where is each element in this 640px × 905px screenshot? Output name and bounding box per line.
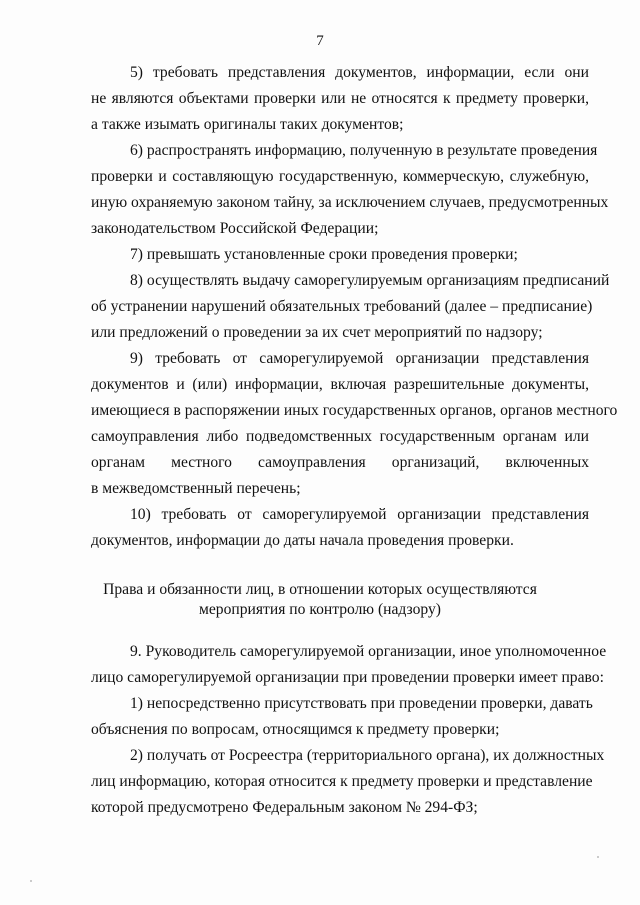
paragraph-line: не являются объектами проверки или не относятся к предмету проверки,	[91, 90, 589, 107]
paragraph-line: иную охраняемую законом тайну, за исключением случаев, предусмотренных	[91, 194, 609, 211]
paragraph-line: законодательством Российской Федерации;	[91, 220, 379, 237]
paragraph-line: 7) превышать установленные сроки проведения проверки;	[130, 246, 518, 263]
paragraph-line: 6) распространять информацию, полученную в результате проведения	[130, 142, 598, 159]
paragraph-line: проверки и составляющую государственную, коммерческую, служебную,	[91, 168, 589, 185]
paragraph-line: 10) требовать от саморегулируемой организации представления	[130, 506, 589, 523]
paragraph-line: лицо саморегулируемой организации при проведении проверки имеет право:	[91, 669, 604, 686]
paragraph-line: в межведомственный перечень;	[91, 480, 301, 497]
scan-artifact	[30, 880, 32, 882]
paragraph-line: 8) осуществлять выдачу саморегулируемым организациям предписаний	[130, 272, 610, 289]
paragraph-line: документов, информации до даты начала проведения проверки.	[91, 532, 514, 549]
paragraph-line: 9. Руководитель саморегулируемой организации, иное уполномоченное	[130, 643, 607, 660]
paragraph-line: документов и (или) информации, включая разрешительные документы,	[91, 376, 589, 393]
paragraph-line: самоуправления либо подведомственных государственным органам или	[91, 428, 589, 445]
paragraph-line: объяснения по вопросам, относящимся к предмету проверки;	[91, 721, 500, 738]
paragraph-line: или предложений о проведении за их счет мероприятий по надзору;	[91, 324, 543, 341]
section-heading-line: мероприятия по контролю (надзору)	[199, 601, 441, 618]
paragraph-line: 1) непосредственно присутствовать при проведении проверки, давать	[130, 695, 593, 712]
paragraph-line: 9) требовать от саморегулируемой организации представления	[130, 350, 589, 367]
page-number: 7	[316, 33, 324, 49]
section-heading-line: Права и обязанности лиц, в отношении которых осуществляются	[103, 581, 537, 598]
paragraph-line: об устранении нарушений обязательных требований (далее – предписание)	[91, 298, 593, 315]
paragraph-line: лиц информацию, которая относится к предмету проверки и представление	[91, 773, 593, 790]
paragraph-line: а также изымать оригиналы таких документов;	[91, 116, 404, 133]
paragraph-line: 2) получать от Росреестра (территориального органа), их должностных	[130, 747, 605, 764]
paragraph-line: имеющиеся в распоряжении иных государственных органов, органов местного	[91, 402, 618, 419]
paragraph-line: которой предусмотрено Федеральным законом № 294-ФЗ;	[91, 799, 478, 816]
paragraph-line: органам местного самоуправления организаций, включенных	[91, 454, 589, 471]
scan-artifact	[597, 856, 599, 858]
paragraph-line: 5) требовать представления документов, информации, если они	[130, 64, 589, 81]
